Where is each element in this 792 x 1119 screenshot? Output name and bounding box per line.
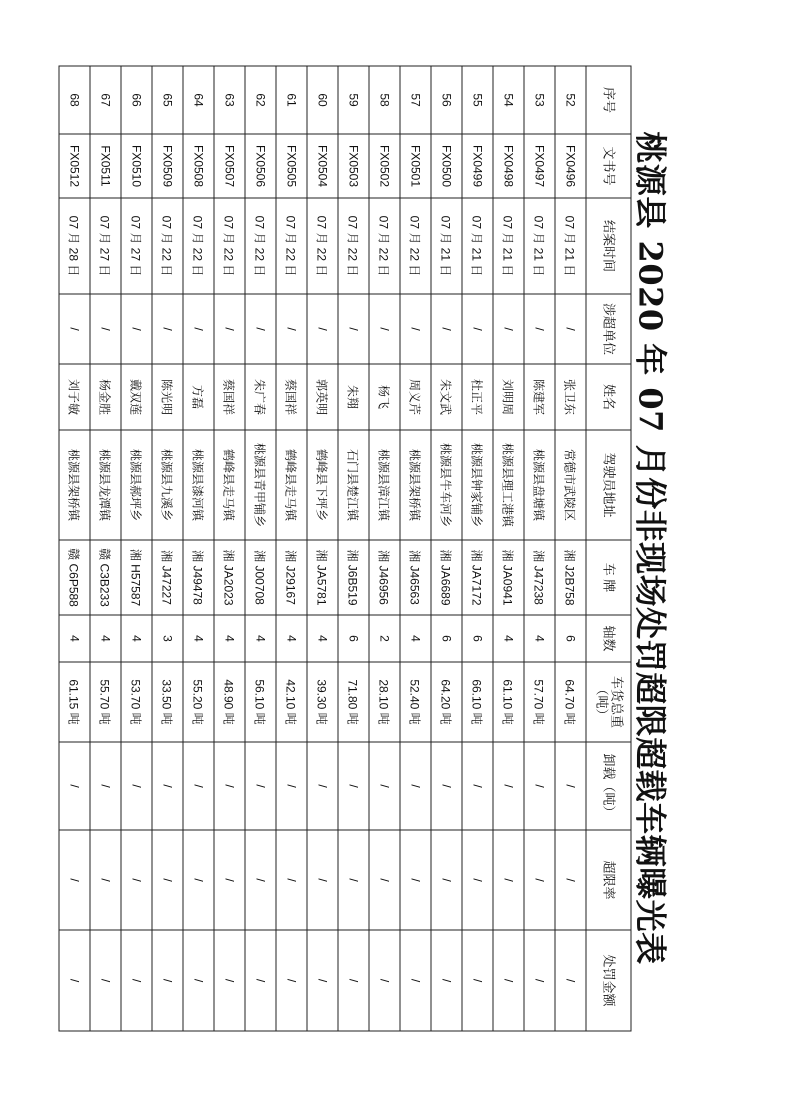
cell-seq-no: 56 xyxy=(431,66,462,134)
cell-plate: 湘 JA5781 xyxy=(307,540,338,615)
cell-fine: / xyxy=(369,930,400,1031)
cell-close-date: 07 月 21 日 xyxy=(462,198,493,294)
cell-fine: / xyxy=(183,930,214,1031)
cell-driver-address: 桃源县漳江镇 xyxy=(369,430,400,540)
cell-unloaded: / xyxy=(90,742,121,830)
cell-plate: 湘 J49478 xyxy=(183,540,214,615)
cell-fine: / xyxy=(524,930,555,1031)
cell-close-date: 07 月 21 日 xyxy=(524,198,555,294)
table-row xyxy=(493,66,524,1031)
cell-name: 刘子敏 xyxy=(59,364,90,430)
cell-close-date: 07 月 22 日 xyxy=(276,198,307,294)
cell-name: 周义芹 xyxy=(400,364,431,430)
cell-fine: / xyxy=(245,930,276,1031)
header-close-date: 结案时间 xyxy=(586,198,631,294)
cell-total-weight: 57.70 吨 xyxy=(524,662,555,742)
cell-driver-address: 桃源县牛车河乡 xyxy=(431,430,462,540)
cell-driver-address: 常德市武陵区 xyxy=(555,430,586,540)
cell-name: 陈光明 xyxy=(152,364,183,430)
table-row xyxy=(183,66,214,1031)
table-header xyxy=(586,66,631,1031)
cell-unloaded: / xyxy=(276,742,307,830)
cell-close-date: 07 月 22 日 xyxy=(307,198,338,294)
cell-name: 杜正平 xyxy=(462,364,493,430)
table-row xyxy=(59,66,90,1031)
cell-overlimit-rate: / xyxy=(555,830,586,930)
cell-seq-no: 66 xyxy=(121,66,152,134)
cell-close-date: 07 月 22 日 xyxy=(400,198,431,294)
cell-name: 蔡国祥 xyxy=(214,364,245,430)
cell-axles: 6 xyxy=(462,615,493,662)
cell-axles: 4 xyxy=(121,615,152,662)
cell-seq-no: 57 xyxy=(400,66,431,134)
cell-name: 刘明周 xyxy=(493,364,524,430)
cell-fine: / xyxy=(493,930,524,1031)
cell-doc-no: FX0496 xyxy=(555,134,586,198)
cell-overlimit-rate: / xyxy=(524,830,555,930)
cell-unit: / xyxy=(214,294,245,364)
cell-overlimit-rate: / xyxy=(214,830,245,930)
header-axles: 轴数 xyxy=(586,615,631,662)
cell-axles: 4 xyxy=(214,615,245,662)
table-row xyxy=(462,66,493,1031)
cell-total-weight: 56.10 吨 xyxy=(245,662,276,742)
cell-overlimit-rate: / xyxy=(400,830,431,930)
cell-overlimit-rate: / xyxy=(462,830,493,930)
cell-unloaded: / xyxy=(400,742,431,830)
cell-close-date: 07 月 28 日 xyxy=(59,198,90,294)
cell-axles: 4 xyxy=(245,615,276,662)
cell-unloaded: / xyxy=(524,742,555,830)
cell-driver-address: 桃源县钟家铺乡 xyxy=(462,430,493,540)
table-row xyxy=(214,66,245,1031)
cell-overlimit-rate: / xyxy=(307,830,338,930)
cell-total-weight: 28.10 吨 xyxy=(369,662,400,742)
cell-close-date: 07 月 21 日 xyxy=(555,198,586,294)
cell-fine: / xyxy=(307,930,338,1031)
cell-unit: / xyxy=(276,294,307,364)
cell-name: 杨飞 xyxy=(369,364,400,430)
cell-fine: / xyxy=(400,930,431,1031)
cell-seq-no: 52 xyxy=(555,66,586,134)
cell-fine: / xyxy=(59,930,90,1031)
cell-total-weight: 66.10 吨 xyxy=(462,662,493,742)
cell-fine: / xyxy=(276,930,307,1031)
header-driver-address: 驾驶员地址 xyxy=(586,430,631,540)
cell-fine: / xyxy=(555,930,586,1031)
table-row xyxy=(524,66,555,1031)
cell-fine: / xyxy=(338,930,369,1031)
cell-driver-address: 鹤峰县走马镇 xyxy=(276,430,307,540)
cell-overlimit-rate: / xyxy=(152,830,183,930)
cell-total-weight: 64.20 吨 xyxy=(431,662,462,742)
cell-seq-no: 62 xyxy=(245,66,276,134)
cell-name: 朱文武 xyxy=(431,364,462,430)
cell-plate: 湘 JA2023 xyxy=(214,540,245,615)
cell-plate: 湘 JA6689 xyxy=(431,540,462,615)
cell-driver-address: 桃源县架桥镇 xyxy=(400,430,431,540)
table-row xyxy=(369,66,400,1031)
table-row xyxy=(276,66,307,1031)
cell-overlimit-rate: / xyxy=(493,830,524,930)
cell-total-weight: 33.50 吨 xyxy=(152,662,183,742)
cell-name: 朱广春 xyxy=(245,364,276,430)
cell-plate: 湘 J6B519 xyxy=(338,540,369,615)
cell-unloaded: / xyxy=(245,742,276,830)
cell-doc-no: FX0506 xyxy=(245,134,276,198)
cell-name: 戴双莲 xyxy=(121,364,152,430)
table-row xyxy=(400,66,431,1031)
cell-unloaded: / xyxy=(462,742,493,830)
cell-unit: / xyxy=(493,294,524,364)
cell-plate: 湘 J47227 xyxy=(152,540,183,615)
header-unloaded: 卸载（吨） xyxy=(586,742,631,830)
header-overlimit-rate: 超限率 xyxy=(586,830,631,930)
cell-fine: / xyxy=(431,930,462,1031)
cell-driver-address: 鹤峰县下坪乡 xyxy=(307,430,338,540)
cell-plate: 湘 J2B758 xyxy=(555,540,586,615)
cell-doc-no: FX0507 xyxy=(214,134,245,198)
cell-unit: / xyxy=(462,294,493,364)
cell-doc-no: FX0497 xyxy=(524,134,555,198)
cell-unloaded: / xyxy=(152,742,183,830)
cell-axles: 6 xyxy=(338,615,369,662)
cell-unit: / xyxy=(338,294,369,364)
cell-driver-address: 桃源县理工港镇 xyxy=(493,430,524,540)
cell-unit: / xyxy=(59,294,90,364)
cell-driver-address: 桃源县九溪乡 xyxy=(152,430,183,540)
cell-axles: 4 xyxy=(90,615,121,662)
cell-name: 杨金胜 xyxy=(90,364,121,430)
document-title: 桃源县 2020 年 07 月份非现场处罚超限超载车辆曝光表 xyxy=(631,131,670,965)
cell-seq-no: 61 xyxy=(276,66,307,134)
cell-driver-address: 鹤峰县走马镇 xyxy=(214,430,245,540)
cell-doc-no: FX0508 xyxy=(183,134,214,198)
cell-overlimit-rate: / xyxy=(338,830,369,930)
cell-unloaded: / xyxy=(183,742,214,830)
cell-doc-no: FX0505 xyxy=(276,134,307,198)
cell-total-weight: 48.90 吨 xyxy=(214,662,245,742)
cell-axles: 4 xyxy=(307,615,338,662)
cell-axles: 4 xyxy=(524,615,555,662)
table-row xyxy=(152,66,183,1031)
cell-close-date: 07 月 27 日 xyxy=(90,198,121,294)
cell-seq-no: 63 xyxy=(214,66,245,134)
cell-total-weight: 53.70 吨 xyxy=(121,662,152,742)
cell-total-weight: 55.70 吨 xyxy=(90,662,121,742)
cell-overlimit-rate: / xyxy=(121,830,152,930)
cell-seq-no: 67 xyxy=(90,66,121,134)
header-total-weight: 车货总重（吨） xyxy=(586,662,631,742)
cell-total-weight: 55.20 吨 xyxy=(183,662,214,742)
cell-doc-no: FX0511 xyxy=(90,134,121,198)
cell-seq-no: 55 xyxy=(462,66,493,134)
header-seq-no: 序号 xyxy=(586,66,631,134)
cell-seq-no: 53 xyxy=(524,66,555,134)
cell-close-date: 07 月 27 日 xyxy=(121,198,152,294)
cell-seq-no: 64 xyxy=(183,66,214,134)
cell-doc-no: FX0512 xyxy=(59,134,90,198)
cell-plate: 湘 H57587 xyxy=(121,540,152,615)
cell-unit: / xyxy=(90,294,121,364)
cell-plate: 湘 JA0941 xyxy=(493,540,524,615)
cell-plate: 赣 C3B233 xyxy=(90,540,121,615)
cell-seq-no: 54 xyxy=(493,66,524,134)
cell-total-weight: 64.70 吨 xyxy=(555,662,586,742)
cell-overlimit-rate: / xyxy=(183,830,214,930)
cell-fine: / xyxy=(90,930,121,1031)
cell-driver-address: 桃源县青甲铺乡 xyxy=(245,430,276,540)
cell-plate: 湘 J46563 xyxy=(400,540,431,615)
cell-doc-no: FX0499 xyxy=(462,134,493,198)
cell-unloaded: / xyxy=(369,742,400,830)
cell-total-weight: 61.10 吨 xyxy=(493,662,524,742)
header-unit: 涉超单位 xyxy=(586,294,631,364)
cell-unloaded: / xyxy=(431,742,462,830)
cell-name: 朱翔 xyxy=(338,364,369,430)
cell-fine: / xyxy=(152,930,183,1031)
cell-close-date: 07 月 22 日 xyxy=(369,198,400,294)
rotated-page xyxy=(67,66,682,1031)
header-doc-no: 文书号 xyxy=(586,134,631,198)
cell-close-date: 07 月 22 日 xyxy=(245,198,276,294)
table-row xyxy=(307,66,338,1031)
cell-driver-address: 桃源县漆河镇 xyxy=(183,430,214,540)
header-fine: 处罚金额 xyxy=(586,930,631,1031)
cell-name: 蔡国祥 xyxy=(276,364,307,430)
cell-seq-no: 60 xyxy=(307,66,338,134)
cell-close-date: 07 月 22 日 xyxy=(183,198,214,294)
cell-plate: 赣 C6P588 xyxy=(59,540,90,615)
cell-total-weight: 71.80 吨 xyxy=(338,662,369,742)
cell-seq-no: 59 xyxy=(338,66,369,134)
cell-name: 方磊 xyxy=(183,364,214,430)
cell-close-date: 07 月 21 日 xyxy=(431,198,462,294)
cell-close-date: 07 月 22 日 xyxy=(214,198,245,294)
cell-overlimit-rate: / xyxy=(276,830,307,930)
cell-close-date: 07 月 22 日 xyxy=(338,198,369,294)
table-row xyxy=(555,66,586,1031)
cell-plate: 湘 J46956 xyxy=(369,540,400,615)
cell-fine: / xyxy=(214,930,245,1031)
cell-seq-no: 58 xyxy=(369,66,400,134)
table-row xyxy=(121,66,152,1031)
cell-axles: 4 xyxy=(400,615,431,662)
cell-fine: / xyxy=(121,930,152,1031)
table-row xyxy=(90,66,121,1031)
violation-table xyxy=(59,66,632,1032)
cell-overlimit-rate: / xyxy=(369,830,400,930)
cell-overlimit-rate: / xyxy=(59,830,90,930)
cell-plate: 湘 J29167 xyxy=(276,540,307,615)
cell-unit: / xyxy=(400,294,431,364)
cell-overlimit-rate: / xyxy=(245,830,276,930)
cell-unit: / xyxy=(555,294,586,364)
cell-overlimit-rate: / xyxy=(90,830,121,930)
cell-axles: 4 xyxy=(276,615,307,662)
cell-doc-no: FX0503 xyxy=(338,134,369,198)
header-name: 姓名 xyxy=(586,364,631,430)
cell-unit: / xyxy=(369,294,400,364)
cell-unloaded: / xyxy=(59,742,90,830)
cell-axles: 3 xyxy=(152,615,183,662)
cell-unit: / xyxy=(431,294,462,364)
cell-fine: / xyxy=(462,930,493,1031)
table-row xyxy=(431,66,462,1031)
cell-unit: / xyxy=(183,294,214,364)
cell-seq-no: 65 xyxy=(152,66,183,134)
cell-plate: 湘 J00708 xyxy=(245,540,276,615)
cell-unit: / xyxy=(121,294,152,364)
cell-name: 郭英明 xyxy=(307,364,338,430)
cell-seq-no: 68 xyxy=(59,66,90,134)
cell-unloaded: / xyxy=(493,742,524,830)
cell-plate: 湘 JA7172 xyxy=(462,540,493,615)
cell-unloaded: / xyxy=(338,742,369,830)
cell-unloaded: / xyxy=(121,742,152,830)
cell-axles: 6 xyxy=(431,615,462,662)
header-plate: 车 牌 xyxy=(586,540,631,615)
cell-overlimit-rate: / xyxy=(431,830,462,930)
cell-unit: / xyxy=(245,294,276,364)
cell-unloaded: / xyxy=(307,742,338,830)
cell-axles: 4 xyxy=(493,615,524,662)
cell-axles: 6 xyxy=(555,615,586,662)
cell-total-weight: 39.30 吨 xyxy=(307,662,338,742)
cell-axles: 4 xyxy=(183,615,214,662)
cell-driver-address: 石门县楚江镇 xyxy=(338,430,369,540)
cell-driver-address: 桃源县架桥镇 xyxy=(59,430,90,540)
cell-doc-no: FX0504 xyxy=(307,134,338,198)
cell-unloaded: / xyxy=(555,742,586,830)
cell-unit: / xyxy=(524,294,555,364)
cell-doc-no: FX0500 xyxy=(431,134,462,198)
table-row xyxy=(338,66,369,1031)
cell-unloaded: / xyxy=(214,742,245,830)
cell-total-weight: 42.10 吨 xyxy=(276,662,307,742)
cell-name: 陈建军 xyxy=(524,364,555,430)
cell-close-date: 07 月 21 日 xyxy=(493,198,524,294)
cell-plate: 湘 J47238 xyxy=(524,540,555,615)
table-row xyxy=(245,66,276,1031)
cell-total-weight: 61.15 吨 xyxy=(59,662,90,742)
cell-doc-no: FX0502 xyxy=(369,134,400,198)
cell-axles: 2 xyxy=(369,615,400,662)
table-body xyxy=(59,66,586,1031)
cell-doc-no: FX0498 xyxy=(493,134,524,198)
cell-doc-no: FX0510 xyxy=(121,134,152,198)
cell-unit: / xyxy=(307,294,338,364)
cell-unit: / xyxy=(152,294,183,364)
cell-doc-no: FX0501 xyxy=(400,134,431,198)
cell-axles: 4 xyxy=(59,615,90,662)
cell-driver-address: 桃源县盘塘镇 xyxy=(524,430,555,540)
cell-driver-address: 桃源县郝坪乡 xyxy=(121,430,152,540)
cell-close-date: 07 月 22 日 xyxy=(152,198,183,294)
cell-name: 张卫东 xyxy=(555,364,586,430)
cell-doc-no: FX0509 xyxy=(152,134,183,198)
cell-total-weight: 52.40 吨 xyxy=(400,662,431,742)
cell-driver-address: 桃源县龙潭镇 xyxy=(90,430,121,540)
